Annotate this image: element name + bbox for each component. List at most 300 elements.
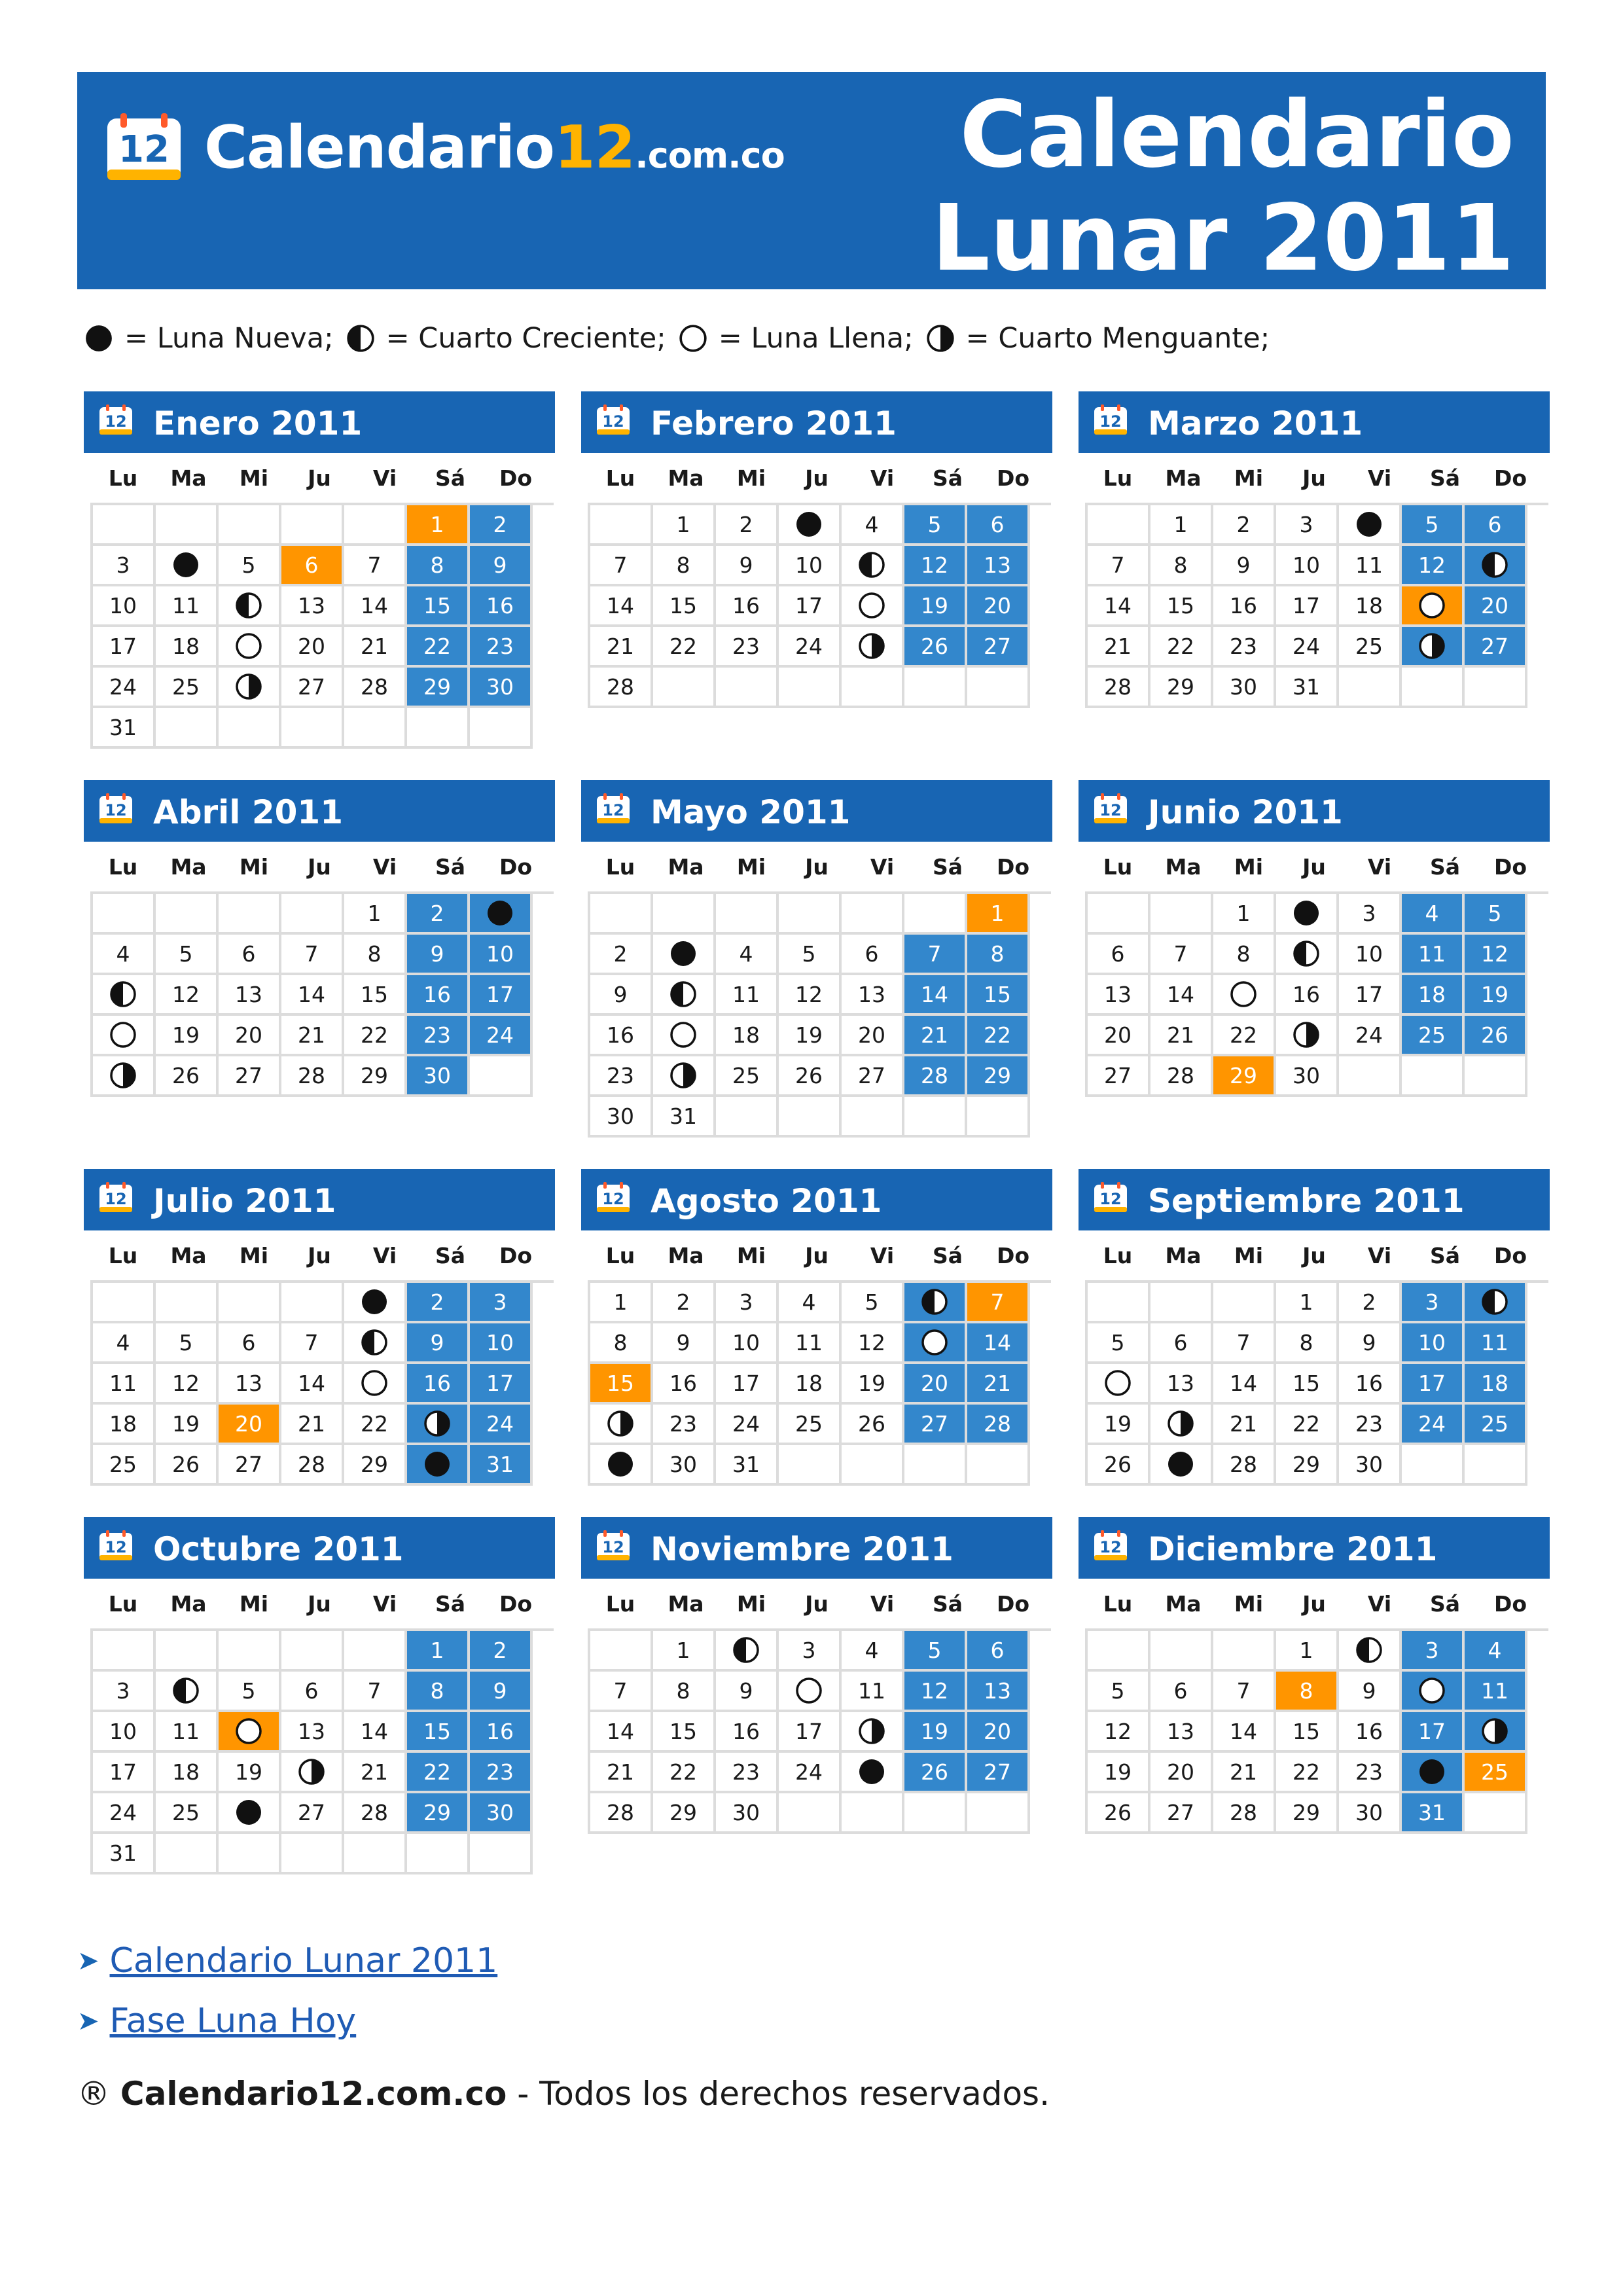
day-cell-2[interactable]: 2: [470, 505, 533, 546]
day-cell-24[interactable]: 24: [93, 1793, 156, 1834]
day-cell-15[interactable]: [1213, 975, 1276, 1016]
day-cell-2[interactable]: 2: [407, 894, 470, 935]
day-cell-15[interactable]: 15: [967, 975, 1030, 1016]
day-cell-9[interactable]: 9: [470, 1672, 533, 1712]
day-cell-29[interactable]: 29: [344, 1056, 407, 1097]
day-cell-11[interactable]: 11: [842, 1672, 904, 1712]
day-cell-26[interactable]: 26: [1088, 1445, 1150, 1486]
day-cell-10[interactable]: 10: [1276, 546, 1339, 586]
day-cell-5[interactable]: 5: [904, 1631, 967, 1672]
day-cell-8[interactable]: 8: [653, 546, 716, 586]
day-cell-4[interactable]: 4: [842, 505, 904, 546]
day-cell-4[interactable]: 4: [842, 1631, 904, 1672]
day-cell-29[interactable]: 29: [407, 668, 470, 708]
day-cell-5[interactable]: 5: [219, 1672, 281, 1712]
day-cell-23[interactable]: 23: [590, 1056, 653, 1097]
day-cell-1[interactable]: 1: [1276, 1631, 1339, 1672]
day-cell-23[interactable]: 23: [470, 627, 533, 668]
day-cell-24[interactable]: 24: [1402, 1405, 1465, 1445]
day-cell-22[interactable]: 22: [1276, 1405, 1339, 1445]
day-cell-9[interactable]: 9: [1339, 1672, 1402, 1712]
day-cell-21[interactable]: 21: [281, 1405, 344, 1445]
day-cell-19[interactable]: 19: [904, 586, 967, 627]
day-cell-15[interactable]: 15: [1276, 1712, 1339, 1753]
day-cell-30[interactable]: 30: [1213, 668, 1276, 708]
day-cell-24[interactable]: [653, 1056, 716, 1097]
day-cell-5[interactable]: 5: [779, 935, 842, 975]
day-cell-8[interactable]: 8: [590, 1323, 653, 1364]
site-logo[interactable]: [105, 108, 785, 187]
day-cell-7[interactable]: 7: [281, 935, 344, 975]
day-cell-16[interactable]: 16: [1339, 1364, 1402, 1405]
day-cell-14[interactable]: 14: [904, 975, 967, 1016]
day-cell-15[interactable]: 15: [344, 975, 407, 1016]
day-cell-18[interactable]: 18: [716, 1016, 779, 1056]
day-cell-19[interactable]: 19: [1088, 1405, 1150, 1445]
day-cell-19[interactable]: [219, 627, 281, 668]
day-cell-11[interactable]: 11: [1465, 1672, 1527, 1712]
day-cell-1[interactable]: 1: [1276, 1283, 1339, 1323]
day-cell-4[interactable]: [156, 546, 219, 586]
day-cell-4[interactable]: 4: [779, 1283, 842, 1323]
link-moon-phase-today[interactable]: Fase Luna Hoy: [109, 2001, 357, 2041]
day-cell-31[interactable]: 31: [1402, 1793, 1465, 1834]
day-cell-14[interactable]: 14: [1150, 975, 1213, 1016]
day-cell-24[interactable]: 24: [716, 1405, 779, 1445]
day-cell-14[interactable]: 14: [281, 975, 344, 1016]
day-cell-2[interactable]: 2: [716, 505, 779, 546]
day-cell-13[interactable]: 13: [1150, 1364, 1213, 1405]
day-cell-28[interactable]: 28: [1213, 1793, 1276, 1834]
day-cell-23[interactable]: 23: [653, 1405, 716, 1445]
day-cell-3[interactable]: 3: [93, 1672, 156, 1712]
day-cell-3[interactable]: 3: [1402, 1631, 1465, 1672]
day-cell-4[interactable]: 4: [716, 935, 779, 975]
day-cell-1[interactable]: 1: [967, 894, 1030, 935]
day-cell-11[interactable]: 11: [93, 1364, 156, 1405]
day-cell-17[interactable]: 17: [1402, 1364, 1465, 1405]
day-cell-25[interactable]: [842, 627, 904, 668]
day-cell-5[interactable]: 5: [1402, 505, 1465, 546]
day-cell-23[interactable]: 23: [716, 627, 779, 668]
day-cell-18[interactable]: [842, 586, 904, 627]
day-cell-20[interactable]: 20: [904, 1364, 967, 1405]
day-cell-9[interactable]: 9: [1213, 546, 1276, 586]
day-cell-13[interactable]: [904, 1323, 967, 1364]
day-cell-19[interactable]: 19: [156, 1405, 219, 1445]
day-cell-20[interactable]: 20: [281, 627, 344, 668]
day-cell-12[interactable]: 12: [1465, 935, 1527, 975]
day-cell-26[interactable]: 26: [842, 1405, 904, 1445]
day-cell-23[interactable]: 23: [1339, 1405, 1402, 1445]
day-cell-2[interactable]: 2: [470, 1631, 533, 1672]
day-cell-26[interactable]: 26: [156, 1445, 219, 1486]
day-cell-20[interactable]: 20: [1150, 1753, 1213, 1793]
day-cell-15[interactable]: 15: [1150, 586, 1213, 627]
day-cell-7[interactable]: 7: [281, 1323, 344, 1364]
day-cell-16[interactable]: 16: [470, 586, 533, 627]
day-cell-14[interactable]: 14: [1088, 586, 1150, 627]
day-cell-12[interactable]: 12: [779, 975, 842, 1016]
day-cell-14[interactable]: 14: [590, 586, 653, 627]
day-cell-8[interactable]: 8: [407, 1672, 470, 1712]
day-cell-6[interactable]: [904, 1283, 967, 1323]
day-cell-14[interactable]: 14: [344, 586, 407, 627]
day-cell-3[interactable]: 3: [779, 1631, 842, 1672]
day-cell-10[interactable]: 10: [93, 1712, 156, 1753]
day-cell-30[interactable]: 30: [407, 1056, 470, 1097]
day-cell-8[interactable]: [344, 1323, 407, 1364]
day-cell-21[interactable]: 21: [904, 1016, 967, 1056]
day-cell-4[interactable]: [1339, 505, 1402, 546]
day-cell-20[interactable]: 20: [1465, 586, 1527, 627]
day-cell-30[interactable]: 30: [1276, 1056, 1339, 1097]
day-cell-12[interactable]: 12: [1402, 546, 1465, 586]
day-cell-9[interactable]: 9: [590, 975, 653, 1016]
day-cell-17[interactable]: 17: [93, 627, 156, 668]
day-cell-9[interactable]: 9: [407, 935, 470, 975]
day-cell-27[interactable]: 27: [1465, 627, 1527, 668]
day-cell-22[interactable]: 22: [344, 1016, 407, 1056]
day-cell-9[interactable]: 9: [470, 546, 533, 586]
day-cell-18[interactable]: 18: [1465, 1364, 1527, 1405]
day-cell-26[interactable]: 26: [1088, 1793, 1150, 1834]
day-cell-2[interactable]: [1339, 1631, 1402, 1672]
day-cell-20[interactable]: [281, 1753, 344, 1793]
day-cell-20[interactable]: 20: [967, 586, 1030, 627]
day-cell-23[interactable]: 23: [1213, 627, 1276, 668]
day-cell-7[interactable]: 7: [344, 1672, 407, 1712]
day-cell-6[interactable]: 6: [281, 546, 344, 586]
day-cell-1[interactable]: [344, 1283, 407, 1323]
day-cell-29[interactable]: 29: [344, 1445, 407, 1486]
day-cell-28[interactable]: 28: [344, 1793, 407, 1834]
day-cell-17[interactable]: 17: [716, 1364, 779, 1405]
day-cell-17[interactable]: 17: [779, 1712, 842, 1753]
day-cell-14[interactable]: 14: [1213, 1364, 1276, 1405]
day-cell-25[interactable]: 25: [716, 1056, 779, 1097]
day-cell-5[interactable]: 5: [156, 1323, 219, 1364]
day-cell-13[interactable]: 13: [842, 975, 904, 1016]
day-cell-26[interactable]: 26: [779, 1056, 842, 1097]
day-cell-18[interactable]: 18: [1402, 975, 1465, 1016]
day-cell-9[interactable]: 9: [716, 546, 779, 586]
day-cell-8[interactable]: 8: [1276, 1672, 1339, 1712]
day-cell-31[interactable]: 31: [1276, 668, 1339, 708]
day-cell-26[interactable]: 26: [1465, 1016, 1527, 1056]
day-cell-19[interactable]: [1402, 586, 1465, 627]
day-cell-7[interactable]: 7: [904, 935, 967, 975]
day-cell-10[interactable]: [653, 975, 716, 1016]
day-cell-7[interactable]: 7: [967, 1283, 1030, 1323]
day-cell-2[interactable]: 2: [1339, 1283, 1402, 1323]
day-cell-13[interactable]: 13: [219, 1364, 281, 1405]
day-cell-2[interactable]: 2: [407, 1283, 470, 1323]
day-cell-8[interactable]: 8: [653, 1672, 716, 1712]
day-cell-2[interactable]: 2: [1213, 505, 1276, 546]
day-cell-24[interactable]: 24: [779, 627, 842, 668]
day-cell-11[interactable]: [93, 975, 156, 1016]
day-cell-9[interactable]: 9: [716, 1672, 779, 1712]
day-cell-18[interactable]: 18: [93, 1405, 156, 1445]
day-cell-13[interactable]: 13: [967, 546, 1030, 586]
day-cell-22[interactable]: 22: [407, 1753, 470, 1793]
day-cell-23[interactable]: 23: [470, 1753, 533, 1793]
day-cell-12[interactable]: 12: [1088, 1712, 1150, 1753]
day-cell-29[interactable]: 29: [653, 1793, 716, 1834]
day-cell-6[interactable]: 6: [281, 1672, 344, 1712]
day-cell-6[interactable]: 6: [1088, 935, 1150, 975]
day-cell-28[interactable]: 28: [590, 1793, 653, 1834]
day-cell-2[interactable]: 2: [653, 1283, 716, 1323]
day-cell-6[interactable]: 6: [219, 1323, 281, 1364]
day-cell-25[interactable]: [93, 1056, 156, 1097]
day-cell-28[interactable]: 28: [1213, 1445, 1276, 1486]
day-cell-20[interactable]: [1150, 1405, 1213, 1445]
day-cell-1[interactable]: 1: [653, 505, 716, 546]
day-cell-4[interactable]: 4: [93, 1323, 156, 1364]
day-cell-7[interactable]: 7: [1150, 935, 1213, 975]
day-cell-11[interactable]: 11: [716, 975, 779, 1016]
day-cell-28[interactable]: 28: [344, 668, 407, 708]
day-cell-5[interactable]: 5: [904, 505, 967, 546]
day-cell-17[interactable]: 17: [779, 586, 842, 627]
day-cell-11[interactable]: 11: [156, 586, 219, 627]
day-cell-29[interactable]: [590, 1445, 653, 1486]
day-cell-3[interactable]: [779, 505, 842, 546]
day-cell-20[interactable]: 20: [219, 1405, 281, 1445]
day-cell-26[interactable]: [219, 1793, 281, 1834]
day-cell-15[interactable]: 15: [407, 1712, 470, 1753]
day-cell-4[interactable]: 4: [1465, 1631, 1527, 1672]
link-lunar-calendar[interactable]: Calendario Lunar 2011: [109, 1941, 498, 1981]
day-cell-3[interactable]: 3: [93, 546, 156, 586]
day-cell-24[interactable]: 24: [1339, 1016, 1402, 1056]
day-cell-15[interactable]: 15: [653, 1712, 716, 1753]
day-cell-31[interactable]: 31: [653, 1097, 716, 1138]
day-cell-7[interactable]: 7: [344, 546, 407, 586]
day-cell-31[interactable]: 31: [716, 1445, 779, 1486]
day-cell-27[interactable]: 27: [281, 668, 344, 708]
day-cell-26[interactable]: [219, 668, 281, 708]
day-cell-19[interactable]: 19: [779, 1016, 842, 1056]
day-cell-12[interactable]: [219, 1712, 281, 1753]
day-cell-12[interactable]: 12: [156, 1364, 219, 1405]
day-cell-19[interactable]: 19: [156, 1016, 219, 1056]
day-cell-22[interactable]: 22: [967, 1016, 1030, 1056]
day-cell-5[interactable]: 5: [1465, 894, 1527, 935]
day-cell-22[interactable]: 22: [653, 1753, 716, 1793]
day-cell-22[interactable]: 22: [1276, 1753, 1339, 1793]
day-cell-28[interactable]: 28: [1088, 668, 1150, 708]
day-cell-23[interactable]: [1276, 1016, 1339, 1056]
day-cell-16[interactable]: 16: [407, 1364, 470, 1405]
day-cell-6[interactable]: 6: [219, 935, 281, 975]
day-cell-27[interactable]: [1150, 1445, 1213, 1486]
day-cell-11[interactable]: 11: [779, 1323, 842, 1364]
day-cell-1[interactable]: 1: [407, 1631, 470, 1672]
day-cell-24[interactable]: 24: [93, 668, 156, 708]
day-cell-3[interactable]: 3: [470, 1283, 533, 1323]
day-cell-27[interactable]: 27: [1088, 1056, 1150, 1097]
day-cell-5[interactable]: 5: [1088, 1323, 1150, 1364]
day-cell-23[interactable]: [407, 1405, 470, 1445]
day-cell-8[interactable]: 8: [1150, 546, 1213, 586]
day-cell-16[interactable]: 16: [1339, 1712, 1402, 1753]
day-cell-28[interactable]: 28: [590, 668, 653, 708]
day-cell-19[interactable]: 19: [1465, 975, 1527, 1016]
day-cell-5[interactable]: 5: [842, 1283, 904, 1323]
day-cell-27[interactable]: 27: [904, 1405, 967, 1445]
day-cell-3[interactable]: 3: [1339, 894, 1402, 935]
day-cell-26[interactable]: 26: [904, 1753, 967, 1793]
day-cell-9[interactable]: [1276, 935, 1339, 975]
day-cell-16[interactable]: 16: [653, 1364, 716, 1405]
day-cell-18[interactable]: 18: [1339, 586, 1402, 627]
day-cell-11[interactable]: [842, 546, 904, 586]
day-cell-22[interactable]: 22: [1213, 1016, 1276, 1056]
day-cell-27[interactable]: 27: [1150, 1793, 1213, 1834]
day-cell-2[interactable]: [716, 1631, 779, 1672]
day-cell-25[interactable]: 25: [1402, 1016, 1465, 1056]
day-cell-25[interactable]: 25: [1465, 1753, 1527, 1793]
day-cell-10[interactable]: 10: [93, 586, 156, 627]
day-cell-6[interactable]: 6: [967, 505, 1030, 546]
day-cell-8[interactable]: 8: [1276, 1323, 1339, 1364]
day-cell-10[interactable]: 10: [1402, 1323, 1465, 1364]
day-cell-21[interactable]: 21: [967, 1364, 1030, 1405]
day-cell-27[interactable]: 27: [281, 1793, 344, 1834]
day-cell-29[interactable]: 29: [1150, 668, 1213, 708]
day-cell-10[interactable]: 10: [1339, 935, 1402, 975]
day-cell-18[interactable]: 18: [156, 1753, 219, 1793]
day-cell-1[interactable]: 1: [590, 1283, 653, 1323]
day-cell-19[interactable]: 19: [842, 1364, 904, 1405]
day-cell-17[interactable]: [653, 1016, 716, 1056]
day-cell-10[interactable]: [779, 1672, 842, 1712]
day-cell-20[interactable]: 20: [842, 1016, 904, 1056]
day-cell-1[interactable]: 1: [407, 505, 470, 546]
day-cell-7[interactable]: 7: [1213, 1672, 1276, 1712]
day-cell-27[interactable]: 27: [967, 1753, 1030, 1793]
day-cell-9[interactable]: 9: [1339, 1323, 1402, 1364]
day-cell-6[interactable]: 6: [1150, 1323, 1213, 1364]
day-cell-30[interactable]: 30: [590, 1097, 653, 1138]
day-cell-3[interactable]: 3: [1276, 505, 1339, 546]
day-cell-11[interactable]: 11: [156, 1712, 219, 1753]
day-cell-2[interactable]: [1276, 894, 1339, 935]
day-cell-6[interactable]: 6: [1150, 1672, 1213, 1712]
day-cell-6[interactable]: 6: [1465, 505, 1527, 546]
day-cell-29[interactable]: 29: [407, 1793, 470, 1834]
day-cell-18[interactable]: [842, 1712, 904, 1753]
day-cell-13[interactable]: 13: [967, 1672, 1030, 1712]
day-cell-13[interactable]: 13: [281, 1712, 344, 1753]
day-cell-14[interactable]: 14: [281, 1364, 344, 1405]
day-cell-16[interactable]: 16: [1276, 975, 1339, 1016]
day-cell-1[interactable]: 1: [653, 1631, 716, 1672]
day-cell-23[interactable]: 23: [1339, 1753, 1402, 1793]
day-cell-25[interactable]: 25: [1339, 627, 1402, 668]
day-cell-22[interactable]: [590, 1405, 653, 1445]
day-cell-6[interactable]: 6: [842, 935, 904, 975]
day-cell-25[interactable]: 25: [156, 1793, 219, 1834]
day-cell-30[interactable]: [407, 1445, 470, 1486]
day-cell-15[interactable]: 15: [653, 586, 716, 627]
day-cell-31[interactable]: 31: [93, 1834, 156, 1874]
day-cell-22[interactable]: 22: [653, 627, 716, 668]
day-cell-5[interactable]: 5: [219, 546, 281, 586]
day-cell-21[interactable]: 21: [1088, 627, 1150, 668]
day-cell-13[interactable]: [1465, 546, 1527, 586]
day-cell-27[interactable]: 27: [219, 1445, 281, 1486]
day-cell-1[interactable]: 1: [344, 894, 407, 935]
day-cell-14[interactable]: 14: [1213, 1712, 1276, 1753]
day-cell-17[interactable]: 17: [1276, 586, 1339, 627]
day-cell-29[interactable]: 29: [1213, 1056, 1276, 1097]
day-cell-17[interactable]: 17: [470, 1364, 533, 1405]
day-cell-21[interactable]: 21: [281, 1016, 344, 1056]
day-cell-21[interactable]: 21: [590, 627, 653, 668]
day-cell-3[interactable]: [470, 894, 533, 935]
day-cell-30[interactable]: 30: [1339, 1445, 1402, 1486]
day-cell-24[interactable]: 24: [470, 1016, 533, 1056]
day-cell-2[interactable]: 2: [590, 935, 653, 975]
day-cell-21[interactable]: 21: [590, 1753, 653, 1793]
day-cell-12[interactable]: 12: [904, 546, 967, 586]
day-cell-18[interactable]: [1465, 1712, 1527, 1753]
day-cell-4[interactable]: [156, 1672, 219, 1712]
day-cell-24[interactable]: 24: [470, 1405, 533, 1445]
day-cell-11[interactable]: 11: [1339, 546, 1402, 586]
day-cell-13[interactable]: 13: [1150, 1712, 1213, 1753]
day-cell-8[interactable]: 8: [1213, 935, 1276, 975]
day-cell-16[interactable]: 16: [716, 586, 779, 627]
day-cell-30[interactable]: 30: [653, 1445, 716, 1486]
day-cell-10[interactable]: 10: [470, 1323, 533, 1364]
day-cell-19[interactable]: 19: [1088, 1753, 1150, 1793]
day-cell-26[interactable]: [1402, 627, 1465, 668]
day-cell-17[interactable]: 17: [470, 975, 533, 1016]
day-cell-15[interactable]: 15: [590, 1364, 653, 1405]
day-cell-3[interactable]: 3: [1402, 1283, 1465, 1323]
day-cell-10[interactable]: 10: [779, 546, 842, 586]
day-cell-4[interactable]: 4: [93, 935, 156, 975]
day-cell-14[interactable]: 14: [590, 1712, 653, 1753]
day-cell-3[interactable]: [653, 935, 716, 975]
day-cell-5[interactable]: 5: [156, 935, 219, 975]
day-cell-24[interactable]: 24: [1276, 627, 1339, 668]
day-cell-20[interactable]: 20: [1088, 1016, 1150, 1056]
day-cell-5[interactable]: 5: [1088, 1672, 1150, 1712]
day-cell-22[interactable]: 22: [344, 1405, 407, 1445]
day-cell-25[interactable]: [842, 1753, 904, 1793]
day-cell-29[interactable]: 29: [1276, 1445, 1339, 1486]
day-cell-4[interactable]: 4: [1402, 894, 1465, 935]
day-cell-16[interactable]: 16: [470, 1712, 533, 1753]
day-cell-12[interactable]: 12: [156, 975, 219, 1016]
day-cell-8[interactable]: 8: [407, 546, 470, 586]
day-cell-27[interactable]: 27: [967, 627, 1030, 668]
day-cell-30[interactable]: 30: [716, 1793, 779, 1834]
day-cell-10[interactable]: 10: [716, 1323, 779, 1364]
day-cell-19[interactable]: 19: [904, 1712, 967, 1753]
day-cell-15[interactable]: 15: [407, 586, 470, 627]
day-cell-25[interactable]: 25: [93, 1445, 156, 1486]
day-cell-22[interactable]: 22: [407, 627, 470, 668]
day-cell-20[interactable]: 20: [219, 1016, 281, 1056]
day-cell-21[interactable]: 21: [344, 627, 407, 668]
